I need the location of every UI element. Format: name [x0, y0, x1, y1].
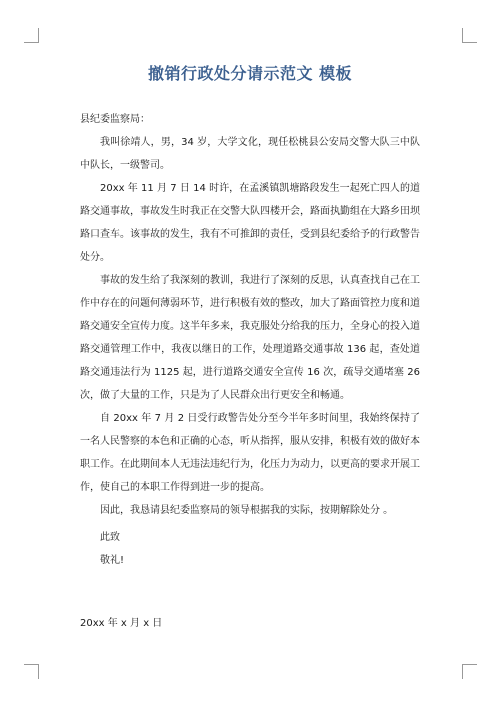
crop-mark-top-left [24, 28, 39, 43]
salutation: 县纪委监察局： [80, 114, 150, 125]
paragraph-incident: 20xx 年 11 月 7 日 14 时许，在孟溪镇凯塘路段发生一起死亡四人的道路交通事故，事故发生时我正在交警大队四楼开会，路面执勤组在大路乡田坝路口查车。该事故的发生，我有不可推卸的责任，受到县纪委给予的行政警告处分。 [80, 183, 420, 263]
regards-phrase: 敬礼! [100, 555, 125, 566]
crop-mark-top-right [462, 28, 477, 43]
paragraph-conduct: 自 20xx 年 7 月 2 日受行政警告处分至今半年多时间里，我始终保持了一名人民警察的本色和正确的心态，听从指挥，服从安排，积极有效的做好本职工作。在此期间本人无违法违纪行为，化压力为动力，以更高的要求开展工作，使自己的本职工作得到进一步的提高。 [80, 413, 420, 493]
document-page [80, 62, 420, 635]
document-date: 20xx 年 x 月 x 日 [80, 618, 163, 629]
paragraph-reflection: 事故的发生给了我深刻的教训，我进行了深刻的反思，认真查找自己在工作中存在的问题何薄弱环节，进行积极有效的整改，加大了路面管控力度和道路交通安全宣传力度。这半年多来，我克服处分给我的压力，全身心的投入道路交通管理工作中，我夜以继日的工作，处理道路交通事故 136 起，查处道路交通违法行为 1125 起，进行道路交通安全宣传 16 次，疏导交通堵塞 26 次，做了大量的工作，只是为了人民群众出行更安全和畅通。 [80, 275, 420, 401]
closing-phrase: 此致 [100, 532, 120, 543]
paragraph-request: 因此，我恳请县纪委监察局的领导根据我的实际，按期解除处分 。 [100, 505, 394, 516]
crop-mark-bottom-right [462, 664, 477, 679]
document-title: 撤销行政处分请示范文 模板 [147, 64, 353, 83]
crop-mark-bottom-left [24, 664, 39, 679]
paragraph-intro: 我叫徐靖人，男，34 岁，大学文化，现任松桃县公安局交警大队三中队中队长，一级警司。 [80, 137, 420, 171]
